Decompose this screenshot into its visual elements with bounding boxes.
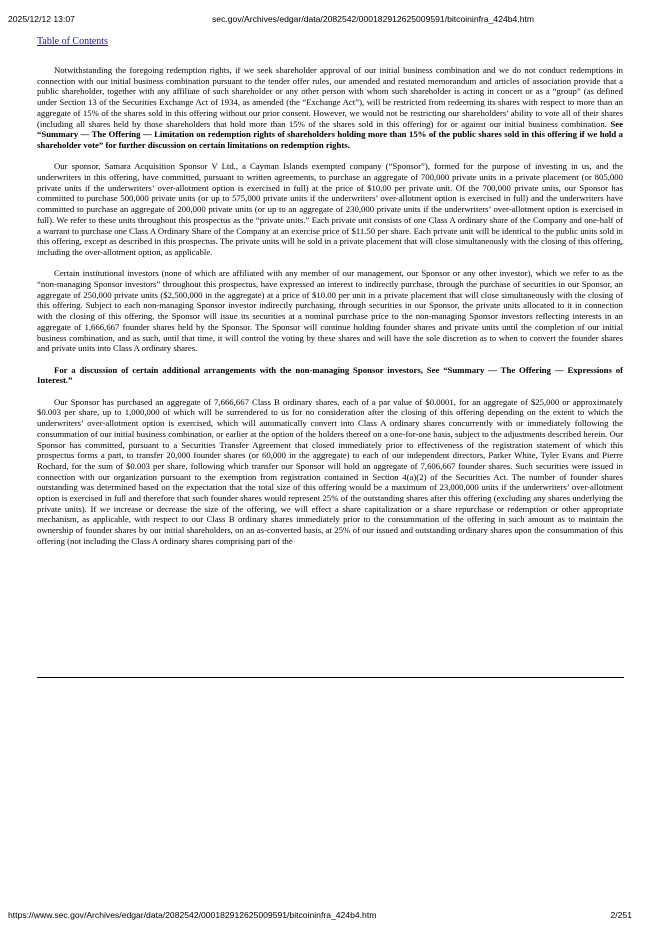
page-number: 2/251 — [610, 910, 632, 920]
print-timestamp: 2025/12/12 13:07 — [8, 14, 75, 24]
print-footer-url: https://www.sec.gov/Archives/edgar/data/2082542/000182912625009591/bitcoininfra_424b4.htm — [8, 910, 377, 920]
paragraph-founder-shares: Our Sponsor has purchased an aggregate of 7,666,667 Class B ordinary shares, each of a par value of $0.0001, for an aggregate of $25,000 or approximately $0.003 per share, up to 1,000,000 of which will be surrendered to us for no consideration after the closing of this offering depending on the extent to which the underwriters’ over-allotment option is exercised, which will automatically convert into Class A ordinary shares concurrently with or immediately following the consummation of our initial business combination, or earlier at the option of the holders thereof on a one-for-one basis, subject to the adjustments described herein. Our Sponsor has committed, pursuant to a Securities Transfer Agreement that closed immediately prior to effectiveness of the registration statement of which this prospectus forms a part, to transfer 20,000 founder shares (or 60,000 in the aggregate) to each of our independent directors, Parker White, Tyler Evans and Pierre Rochard, for the sum of $0.003 per share, following which transfer our Sponsor will hold an aggregate of 7,606,667 founder shares. Such securities were issued in connection with our organization pursuant to the exemption from registration contained in Section 4(a)(2) of the Securities Act. The number of founder shares outstanding was determined based on the expectation that the total size of this offering would be a maximum of 23,000,000 units if the underwriters’ over-allotment option is exercised in full and therefore that such founder shares would represent 25% of the outstanding shares after this offering (excluding any shares underlying the private units). If we increase or decrease the size of the offering, we will effect a share capitalization or a share repurchase or redemption or other appropriate mechanism, as applicable, with respect to our Class B ordinary shares immediately prior to the consummation of the offering in such amount as to maintain the ownership of founder shares by our initial shareholders, on an as-converted basis, at 25% of our issued and outstanding ordinary shares upon the consummation of this offering (not including the Class A ordinary shares comprising part of the — [37, 396, 623, 546]
table-of-contents-link[interactable]: Table of Contents — [37, 36, 108, 47]
document-body — [37, 65, 623, 547]
browser-print-header — [0, 14, 662, 26]
print-header-url: sec.gov/Archives/edgar/data/2082542/000182912625009591/bitcoininfra_424b4.htm — [212, 14, 535, 24]
paragraph-private-units: Our sponsor, Samara Acquisition Sponsor V Ltd., a Cayman Islands exempted company (“Sponsor”), formed for the purpose of investing in us, and the underwriters in this offering, have committed, pursuant to written agreements, to purchase an aggregate of 700,000 private units in a private placement (or 805,000 private units if the underwriters’ over-allotment option is exercised in full) at the price of $10.00 per private unit. Of the 700,000 private units, our Sponsor has committed to purchase 500,000 private units (or up to 575,000 private units if the underwriters’ over-allotment option is exercised in full) and the underwriters have committed to purchase an aggregate of 200,000 private units (or up to an aggregate of 230,000 private units if the underwriters’ over-allotment option is exercised in full). We refer to these units throughout this prospectus as the “private units.” Each private unit consists of one Class A ordinary share of the Company and one-half of a warrant to purchase one Class A Ordinary Share of the Company at an exercise price of $11.50 per share. Each private unit will be identical to the public units sold in this offering, except as described in this prospectus. The private units will be sold in a private placement that will close simultaneously with the closing of this offering, including the over-allotment option, as applicable. — [37, 161, 623, 257]
cross-reference-bold: See “Summary — The Offering — Limitation on redemption rights of shareholders holding more than 15% of the public shares sold in this offering if we hold a shareholder vote” for further discussion on certain limitations on redemption rights. — [37, 118, 623, 150]
paragraph-institutional-investors: Certain institutional investors (none of which are affiliated with any member of our management, our Sponsor or any other investor), which we refer to as the “non-managing Sponsor investors” throughout this prospectus, have expressed an interest to indirectly purchase, through the purchase of securities in our Sponsor, an aggregate of 250,000 private units ($2,500,000 in the aggregate) at a price of $10.00 per unit in a private placement that will close simultaneously with the closing of this offering. Subject to each non-managing Sponsor investor indirectly purchasing, through securities in our Sponsor, the private units allocated to it in connection with the closing of this offering, the Sponsor will issue its securities at a nominal purchase price to the non-managing Sponsor investors reflecting interests in an aggregate of 1,666,667 founder shares held by the Sponsor. The Sponsor will continue holding founder shares and private units until the completion of our initial business combination, and as such, until that time, it will control the voting by these shares and will have the sole discretion as to when to convert the founder shares and private units into Class A ordinary shares. — [37, 268, 623, 354]
page-divider — [37, 677, 624, 678]
paragraph-text: Notwithstanding the foregoing redemption rights, if we seek shareholder approval of our initial business combination and we do not conduct redemptions in connection with our initial business combination pursuant to the tender offer rules, our amended and restated memorandum and articles of association provide that a public shareholder, together with any affiliate of such shareholder or any other person with whom such shareholder is acting in concert or as a “group” (as defined under Section 13 of the Securities Exchange Act of 1934, as amended (the “Exchange Act”), will be restricted from redeeming its shares with respect to more than an aggregate of 15% of the shares sold in this offering without our prior consent. However, we would not be restricting our shareholders’ ability to vote all of their shares (including all shares held by those shareholders that hold more than 15% of the shares sold in this offering) for or against our initial business combination. — [37, 65, 623, 129]
browser-print-footer — [0, 910, 662, 922]
paragraph-expressions-of-interest: For a discussion of certain additional arrangements with the non-managing Sponsor investors, See “Summary — The Offering — Expressions of Interest.” — [37, 364, 623, 386]
paragraph-redemption-limitation — [37, 65, 623, 151]
